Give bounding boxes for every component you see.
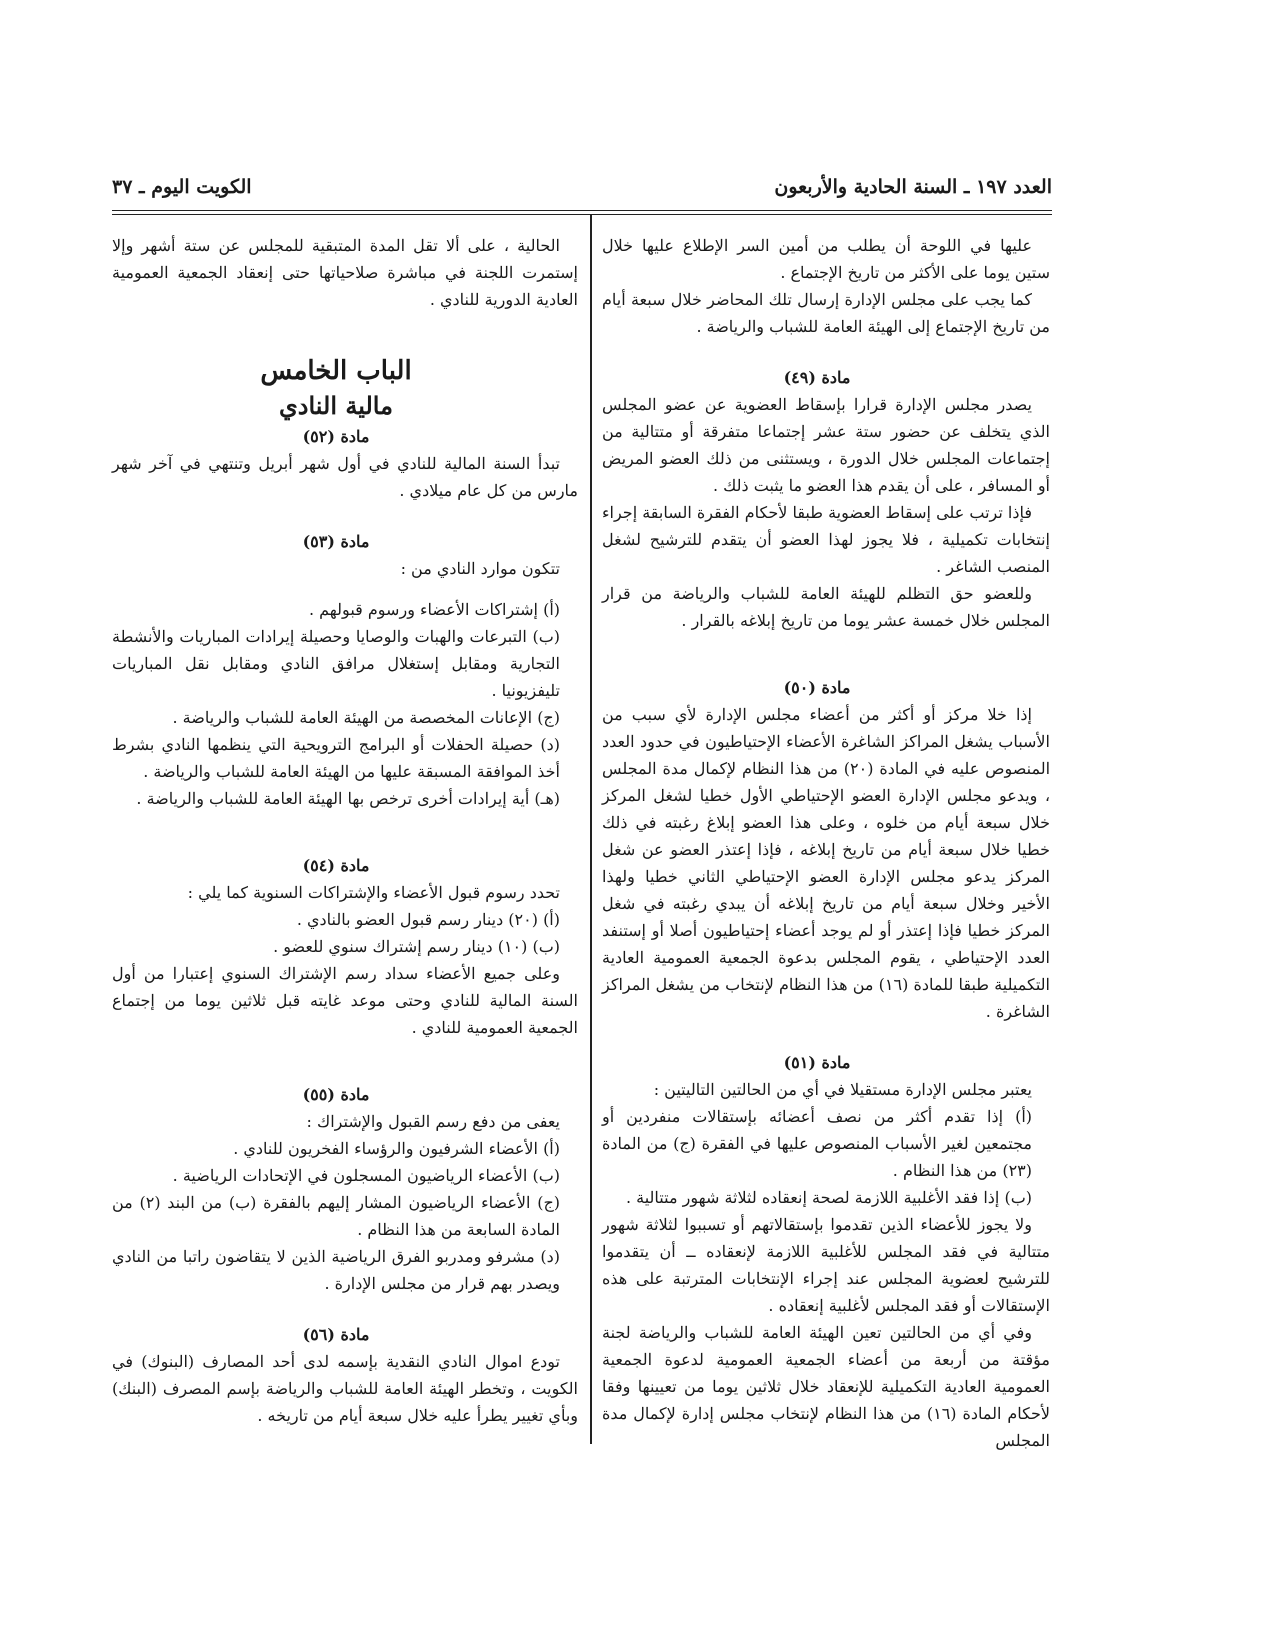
list-item: (ب) الأعضاء الرياضيون المسجلون في الإتحادات الرياضية . <box>172 1166 560 1185</box>
list-item: (هـ) أية إيرادات أخرى ترخص بها الهيئة العامة للشباب والرياضة . <box>136 789 560 808</box>
issue-label: العدد ١٩٧ ـ السنة الحادية والأربعون <box>774 176 1052 198</box>
paragraph: تتكون موارد النادي من : <box>400 559 560 578</box>
paragraph: ولا يجوز للأعضاء الذين تقدموا بإستقالاتهم أو تسببوا لثلاثة شهور متتالية في فقد المجلس للأغلبية اللازمة لإنعقاده ــ أن يتقدموا للترشيح لعضوية المجلس عند إجراء الإنتخابات المترتبة على هذه الإستقالات أو فقد المجلس لأغلبية إنعقاده . <box>602 1215 1050 1315</box>
article-50-title: مادة (٥٠) <box>783 678 851 697</box>
article-56-title: مادة (٥٦) <box>302 1325 370 1344</box>
article-55-title: مادة (٥٥) <box>302 1085 370 1104</box>
paragraph: وللعضو حق التظلم للهيئة العامة للشباب والرياضة من قرار المجلس خلال خمسة عشر يوما من تاريخ إبلاغه بالقرار . <box>602 584 1050 630</box>
list-item: (ج) الإعانات المخصصة من الهيئة العامة للشباب والرياضة . <box>172 708 560 727</box>
list-item: (أ) الأعضاء الشرفيون والرؤساء الفخريون للنادي . <box>233 1139 560 1158</box>
column-divider <box>590 214 592 1444</box>
list-item: (د) حصيلة الحفلات أو البرامج الترويحية التي ينظمها النادي بشرط أخذ الموافقة المسبقة عليها من الهيئة العامة للشباب والرياضة . <box>112 735 560 781</box>
article-53-title: مادة (٥٣) <box>302 532 370 551</box>
list-item: (أ) إذا تقدم أكثر من نصف أعضائه بإستقالات منفردين أو مجتمعين لغير الأسباب المنصوص عليها في الفقرة (ج) من المادة (٢٣) من هذا النظام . <box>602 1107 1033 1180</box>
paragraph: الحالية ، على ألا تقل المدة المتبقية للمجلس عن ستة أشهر وإلا إستمرت اللجنة في مباشرة صلاحياتها حتى إنعقاد الجمعية العمومية العادية الدورية للنادي . <box>112 236 578 309</box>
list-item: (ج) الأعضاء الرياضيون المشار إليهم بالفقرة (ب) من البند (٢) من المادة السابعة من هذا النظام . <box>112 1193 561 1239</box>
right-column <box>602 232 1050 1454</box>
paragraph: تحدد رسوم قبول الأعضاء والإشتراكات السنوية كما يلي : <box>187 883 560 902</box>
list-item: (ب) إذا فقد الأغلبية اللازمة لصحة إنعقاده لثلاثة شهور متتالية . <box>625 1188 1032 1207</box>
list-item: (ب) (١٠) دينار رسم إشتراك سنوي للعضو . <box>273 937 560 956</box>
chapter-title: الباب الخامس <box>260 356 412 386</box>
paragraph: إذا خلا مركز أو أكثر من أعضاء مجلس الإدارة لأي سبب من الأسباب يشغل المراكز الشاغرة الأعضاء الإحتياطيون في حدود العدد المنصوص عليه في المادة (٢٠) من هذا النظام لإكمال مدة المجلس ، ويدعو مجلس الإدارة العضو الإحتياطي الأول خطيا لشغل المركز خلال سبعة أيام من خلوه ، وعلى هذا العضو إبلاغ رغبته في ذلك خطيا خلال سبعة أيام من تاريخ إبلاغه ، فإذا إعتذر العضو عن شغل المركز يدعو مجلس الإدارة العضو الإحتياطي الثاني خطيا ولهذا الأخير وخلال سبعة أيام من تاريخ إبلاغه أن يبدي رغبته في شغل المركز خطيا فإذا إعتذر أو لم يوجد أعضاء إحتياطيون أصلا أو إستنفد العدد الإحتياطي ، يقوم المجلس بدعوة الجمعية العمومية العادية التكميلية طبقا للمادة (١٦) من هذا النظام لإنتخاب من يشغل المراكز الشاغرة . <box>602 705 1051 1021</box>
list-item: (أ) (٢٠) دينار رسم قبول العضو بالنادي . <box>296 910 560 929</box>
left-column <box>112 232 578 1429</box>
paragraph: تودع اموال النادي النقدية بإسمه لدى أحد المصارف (البنوك) في الكويت ، وتخطر الهيئة العامة للشباب والرياضة بإسم المصرف (البنك) وبأي تغيير يطرأ عليه خلال سبعة أيام من تاريخه . <box>112 1352 578 1425</box>
article-54-title: مادة (٥٤) <box>302 856 370 875</box>
page-header <box>112 176 1052 200</box>
header-rule <box>112 210 1052 211</box>
paragraph: وعلى جميع الأعضاء سداد رسم الإشتراك السنوي إعتبارا من أول السنة المالية للنادي وحتى موعد غايته قبل ثلاثين يوما من إجتماع الجمعية العمومية للنادي . <box>112 964 578 1037</box>
list-item: (د) مشرفو ومدربو الفرق الرياضية الذين لا يتقاضون راتبا من النادي ويصدر بهم قرار من مجلس الإدارة . <box>112 1247 560 1293</box>
paragraph: وفي أي من الحالتين تعين الهيئة العامة للشباب والرياضة لجنة مؤقتة من أربعة من أعضاء الجمعية العمومية لدعوة الجمعية العمومية العادية التكميلية للإنعقاد خلال ثلاثين يوما من تعيينها وفقا لأحكام المادة (١٦) من هذا النظام لإنتخاب مجلس إدارة لإكمال مدة المجلس <box>602 1323 1051 1450</box>
header-rule-thin <box>112 214 1052 215</box>
paragraph: يصدر مجلس الإدارة قرارا بإسقاط العضوية عن عضو المجلس الذي يتخلف عن حضور ستة عشر إجتماعا متفرقة أو متتالية من إجتماعات المجلس خلال الدورة ، ويستثنى من ذلك العضو المريض أو المسافر ، على أن يقدم هذا العضو ما يثبت ذلك . <box>602 395 1050 495</box>
paragraph: يعفى من دفع رسم القبول والإشتراك : <box>306 1112 560 1131</box>
paragraph: كما يجب على مجلس الإدارة إرسال تلك المحاضر خلال سبعة أيام من تاريخ الإجتماع إلى الهيئة العامة للشباب والرياضة . <box>602 290 1050 336</box>
article-51-title: مادة (٥١) <box>783 1053 851 1072</box>
publication-label: الكويت اليوم ـ ٣٧ <box>112 176 252 198</box>
paragraph: فإذا ترتب على إسقاط العضوية طبقا لأحكام الفقرة السابقة إجراء إنتخابات تكميلية ، فلا يجوز لهذا العضو أن يتقدم للترشيح لشغل المنصب الشاغر . <box>602 503 1050 576</box>
paragraph: تبدأ السنة المالية للنادي في أول شهر أبريل وتنتهي في آخر شهر مارس من كل عام ميلادي . <box>112 454 578 500</box>
list-item: (أ) إشتراكات الأعضاء ورسوم قبولهم . <box>308 600 560 619</box>
chapter-subtitle: مالية النادي <box>279 391 393 420</box>
article-49-title: مادة (٤٩) <box>783 368 851 387</box>
list-item: (ب) التبرعات والهبات والوصايا وحصيلة إيرادات المباريات والأنشطة التجارية ومقابل إستغلال مرافق النادي ومقابل نقل المباريات تليفزيونيا . <box>112 627 560 700</box>
paragraph: عليها في اللوحة أن يطلب من أمين السر الإطلاع عليها خلال ستين يوما على الأكثر من تاريخ الإجتماع . <box>602 236 1050 282</box>
article-52-title: مادة (٥٢) <box>302 427 370 446</box>
paragraph: يعتبر مجلس الإدارة مستقيلا في أي من الحالتين التاليتين : <box>653 1080 1032 1099</box>
